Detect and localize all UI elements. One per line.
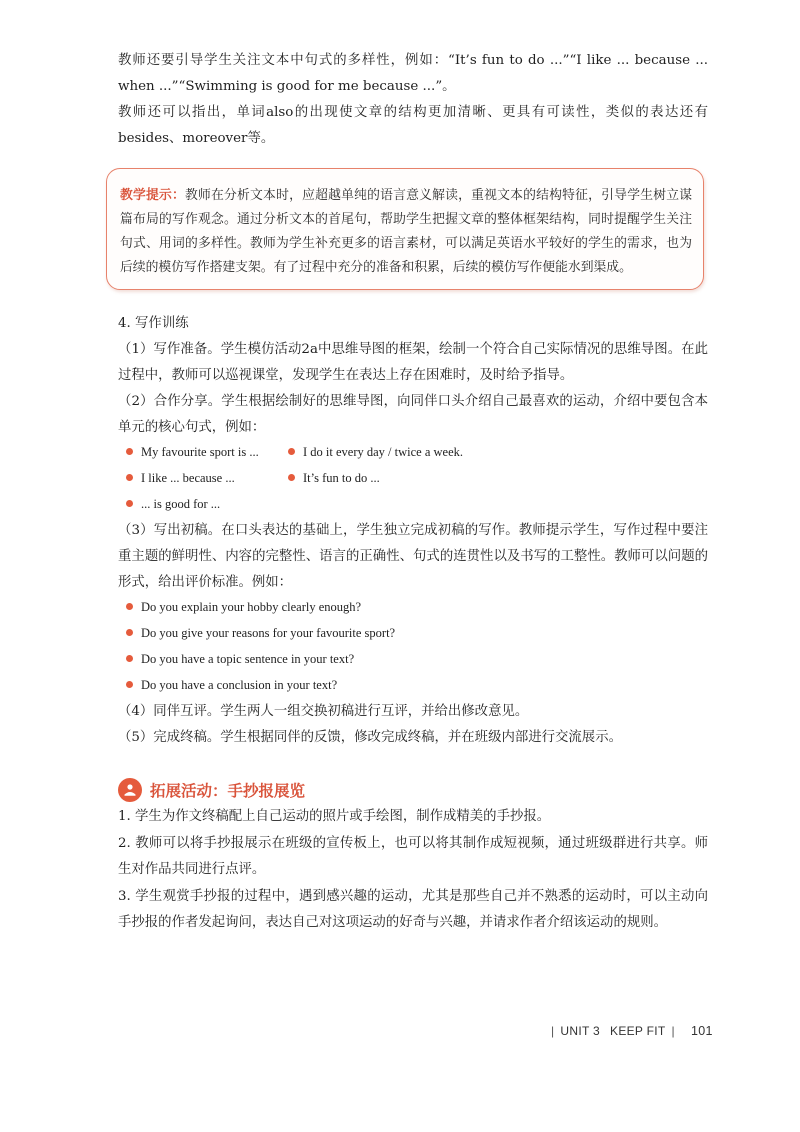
pattern-item: I do it every day / twice a week. [288, 441, 463, 463]
section-heading-writing: 4. 写作训练 [118, 316, 189, 331]
bullet-dot-icon [126, 448, 133, 455]
bullet-dot-icon [288, 474, 295, 481]
page-footer: | UNIT 3 KEEP FIT | 101 [551, 1024, 713, 1038]
page-number: 101 [690, 1024, 713, 1038]
bullet-dot-icon [126, 629, 133, 636]
question-item: Do you explain your hobby clearly enough? [126, 596, 361, 618]
bullet-dot-icon [126, 474, 133, 481]
bullet-dot-icon [126, 500, 133, 507]
step-5-final: （5）完成终稿。学生根据同伴的反馈，修改完成终稿，并在班级内部进行交流展示。 [118, 730, 622, 745]
pattern-item: I like ... because ... [126, 467, 235, 489]
extension-item-1: 1. 学生为作文终稿配上自己运动的照片或手绘图，制作成精美的手抄报。 [118, 809, 551, 824]
footer-unit: UNIT 3 [560, 1024, 601, 1038]
bullet-dot-icon [288, 448, 295, 455]
step-1-preparation: （1）写作准备。学生模仿活动2a中思维导图的框架，绘制一个符合自己实际情况的思维导图。在此过程中，教师可以巡视课堂，发现学生在表达上存在困难时，及时给予指导。 [118, 342, 708, 383]
question-item: Do you give your reasons for your favourite sport? [126, 622, 395, 644]
pattern-item: It’s fun to do ... [288, 467, 380, 489]
paragraph-sentence-variety: 教师还要引导学生关注文本中句式的多样性，例如：“It’s fun to do ...”“I like ... because ... when ...”“Swimming is good for me because ...”。 [118, 53, 708, 94]
step-2-sharing: （2）合作分享。学生根据绘制好的思维导图，向同伴口头介绍自己最喜欢的运动，介绍中要包含本单元的核心句式，例如： [118, 394, 708, 435]
extension-item-2: 2. 教师可以将手抄报展示在班级的宣传板上，也可以将其制作成短视频，通过班级群进行共享。师生对作品共同进行点评。 [118, 836, 708, 877]
extension-activity-title [118, 777, 305, 803]
pattern-item: My favourite sport is ... [126, 441, 259, 463]
teaching-tip-text [120, 184, 692, 280]
paragraph-also-usage: 教师还可以指出，单词also的出现使文章的结构更加清晰、更具有可读性，类似的表达还有besides、moreover等。 [118, 105, 708, 146]
question-item: Do you have a conclusion in your text? [126, 674, 337, 696]
extension-activity-label: 拓展活动：手抄报展览 [150, 782, 306, 800]
extension-item-3: 3. 学生观赏手抄报的过程中，遇到感兴趣的运动，尤其是那些自己并不熟悉的运动时，可以主动向手抄报的作者发起询问，表达自己对这项运动的好奇与兴趣，并请求作者介绍该运动的规则。 [118, 889, 708, 930]
bullet-dot-icon [126, 603, 133, 610]
bullet-dot-icon [126, 655, 133, 662]
person-icon [118, 778, 142, 802]
teaching-tip-body: 教师在分析文本时，应超越单纯的语言意义解读，重视文本的结构特征，引导学生树立谋篇布局的写作观念。通过分析文本的首尾句，帮助学生把握文章的整体框架结构，同时提醒学生关注句式、用词的多样性。教师为学生补充更多的语言素材，可以满足英语水平较好的学生的需求，也为后续的模仿写作搭建支架。有了过程中充分的准备和积累，后续的模仿写作便能水到渠成。 [120, 188, 693, 275]
question-item: Do you have a topic sentence in your text? [126, 648, 354, 670]
pattern-item: ... is good for ... [126, 493, 220, 515]
footer-unit-title: KEEP FIT [610, 1024, 666, 1038]
step-4-peer-review: （4）同伴互评。学生两人一组交换初稿进行互评，并给出修改意见。 [118, 704, 529, 719]
teaching-tip-label: 教学提示： [120, 188, 186, 203]
step-3-draft: （3）写出初稿。在口头表达的基础上，学生独立完成初稿的写作。教师提示学生，写作过程中要注重主题的鲜明性、内容的完整性、语言的正确性、句式的连贯性以及书写的工整性。教师可以问题的形式，给出评价标准。例如： [118, 523, 708, 590]
bullet-dot-icon [126, 681, 133, 688]
